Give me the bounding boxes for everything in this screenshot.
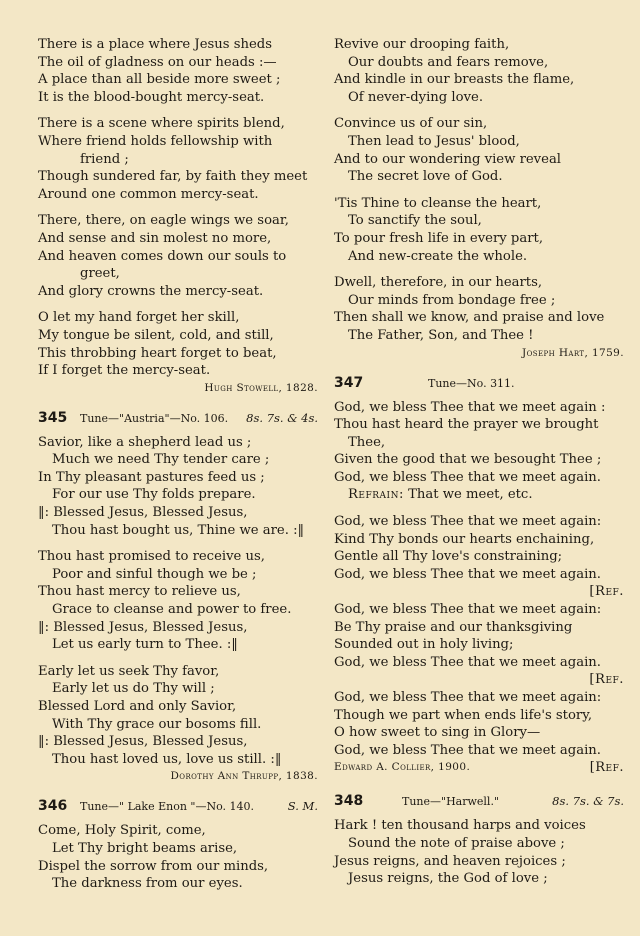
meter: 8s. 7s. & 4s. <box>246 410 318 425</box>
verse-line: Hark ! ten thousand harps and voices <box>334 818 586 834</box>
stanza <box>38 434 318 540</box>
verse-line: This throbbing heart forget to beat, <box>38 345 277 361</box>
verse-line: And heaven comes down our souls to <box>38 248 287 264</box>
verse-line: A place than all beside more sweet ; <box>38 72 281 88</box>
verse-line: And glory crowns the mercy-seat. <box>38 283 264 299</box>
verse-line: God, we bless Thee that we meet again. <box>334 566 601 582</box>
verse-line: O let my hand forget her skill, <box>38 310 240 326</box>
verse-line: Kind Thy bonds our hearts enchaining, <box>334 531 595 547</box>
verse-line: greet, <box>80 266 120 282</box>
verse-line: Though we part when ends life's story, <box>334 707 593 723</box>
verse-line: Convince us of our sin, <box>334 116 488 132</box>
verse-line: Given the good that we besought Thee ; <box>334 452 602 468</box>
hymn-header <box>334 793 624 815</box>
meter: S. M. <box>287 799 318 814</box>
refrain-label: Refrain: <box>348 487 404 503</box>
verse-line: Thou hast loved us, love us still. :‖ <box>52 751 282 767</box>
verse-line: 'Tis Thine to cleanse the heart, <box>334 195 542 211</box>
stanza <box>38 309 318 379</box>
verse-line: Sound the note of praise above ; <box>348 835 565 851</box>
verse-line: Let Thy bright beams arise, <box>52 840 238 856</box>
stanza <box>38 663 318 769</box>
verse-line: Thou hast heard the prayer we brought <box>334 417 599 433</box>
verse-line: O how sweet to sing in Glory— <box>334 725 541 741</box>
verse-line: Where friend holds fellowship with <box>38 133 273 149</box>
verse-line: And to our wondering view reveal <box>334 151 562 167</box>
tune-name: Tune—"Austria"—No. 106. <box>80 411 229 425</box>
verse-line: Jesus reigns, and heaven rejoices ; <box>334 853 566 869</box>
verse-line: Much we need Thy tender care ; <box>52 452 270 468</box>
refrain-marker: [Ref. <box>589 672 624 688</box>
refrain-marker: [Ref. <box>589 760 624 776</box>
refrain-text: That we meet, etc. <box>408 487 533 503</box>
verse-line: Around one common mercy-seat. <box>38 186 259 202</box>
verse-line: Thou hast promised to receive us, <box>38 549 265 565</box>
verse-line: In Thy pleasant pastures feed us ; <box>38 469 265 485</box>
verse-line: Revive our drooping faith, <box>334 37 510 52</box>
verse-line: It is the blood-bought mercy-seat. <box>38 89 265 105</box>
verse-line: Early let us do Thy will ; <box>52 681 215 697</box>
tune-name: Tune—"Harwell." <box>402 795 500 809</box>
verse-line: Then shall we know, and praise and love <box>334 310 605 326</box>
refrain-line <box>334 486 624 504</box>
stanza <box>334 513 624 759</box>
author-credit: Joseph Hart, 1759. <box>522 346 624 359</box>
verse-line: Dwell, therefore, in our hearts, <box>334 275 543 291</box>
verse-line: Come, Holy Spirit, come, <box>38 823 206 839</box>
verse-line: ‖: Blessed Jesus, Blessed Jesus, <box>38 734 248 750</box>
stanza <box>334 274 624 344</box>
hymn-header <box>334 375 624 397</box>
verse-line: Thou hast bought us, Thine we are. :‖ <box>52 522 305 538</box>
stanza <box>334 115 624 185</box>
verse-line: Grace to cleanse and power to free. <box>52 602 292 618</box>
verse-line: God, we bless Thee that we meet again: <box>334 690 602 705</box>
verse-line: Savior, like a shepherd lead us ; <box>38 434 252 450</box>
verse-line: Then lead to Jesus' blood, <box>348 133 520 149</box>
stanza <box>334 817 624 887</box>
stanza <box>38 212 318 300</box>
right-column <box>334 36 624 897</box>
verse-line: There is a place where Jesus sheds <box>38 37 273 52</box>
verse-line: Early let us seek Thy favor, <box>38 663 220 679</box>
hymn-number: 347 <box>334 374 364 391</box>
hymn-number: 346 <box>38 798 68 815</box>
meter: 8s. 7s. & 7s. <box>552 794 624 809</box>
author-credit: Dorothy Ann Thrupp, 1838. <box>170 770 318 783</box>
verse-line: The Father, Son, and Thee ! <box>348 327 534 343</box>
verse-line: God, we bless Thee that we meet again : <box>334 399 606 415</box>
verse-line: Our minds from bondage free ; <box>348 292 556 308</box>
verse-line: ‖: Blessed Jesus, Blessed Jesus, <box>38 505 248 521</box>
hymn-header <box>38 410 318 432</box>
tune-name: Tune—No. 311. <box>428 376 515 390</box>
verse-line: My tongue be silent, cold, and still, <box>38 327 274 343</box>
verse-line: The darkness from our eyes. <box>52 876 243 892</box>
verse-line: Of never-dying love. <box>348 89 484 105</box>
verse-line: Jesus reigns, the God of love ; <box>348 871 548 887</box>
verse-line: Thou hast mercy to relieve us, <box>38 584 241 600</box>
verse-line: Dispel the sorrow from our minds, <box>38 858 269 874</box>
hymn-header <box>38 798 318 820</box>
stanza <box>334 36 624 106</box>
verse-line: Though sundered far, by faith they meet <box>38 169 308 185</box>
refrain-marker: [Ref. <box>589 584 624 600</box>
author-row <box>334 760 624 775</box>
verse-line: The oil of gladness on our heads :— <box>38 54 277 70</box>
verse-line: With Thy grace our bosoms fill. <box>52 716 262 732</box>
verse-line: Let us early turn to Thee. :‖ <box>52 637 238 653</box>
verse-line: Gentle all Thy love's constraining; <box>334 549 563 565</box>
stanza <box>38 115 318 203</box>
verse-line: God, we bless Thee that we meet again. <box>334 654 601 670</box>
tune-name: Tune—" Lake Enon "—No. 140. <box>80 800 255 814</box>
verse-line: The secret love of God. <box>348 169 503 185</box>
author-credit: Edward A. Collier, 1900. <box>334 761 471 774</box>
stanza <box>38 822 318 892</box>
stanza <box>38 548 318 654</box>
verse-line: Poor and sinful though we be ; <box>52 566 257 582</box>
verse-line: Blessed Lord and only Savior, <box>38 699 237 714</box>
left-column <box>38 36 318 902</box>
verse-line: And new-create the whole. <box>348 248 528 264</box>
verse-line: Sounded out in holy living; <box>334 637 514 653</box>
stanza <box>38 36 318 106</box>
stanza <box>334 195 624 265</box>
verse-line: God, we bless Thee that we meet again: <box>334 514 602 530</box>
verse-line: To sanctify the soul, <box>348 213 482 229</box>
verse-line: And kindle in our breasts the flame, <box>334 72 575 88</box>
verse-line: For our use Thy folds prepare. <box>52 487 256 503</box>
verse-line: God, we bless Thee that we meet again. <box>334 742 601 758</box>
verse-line: There, there, on eagle wings we soar, <box>38 213 289 229</box>
author-credit: Hugh Stowell, 1828. <box>204 381 318 394</box>
hymn-number: 345 <box>38 409 68 426</box>
hymn-number: 348 <box>334 793 364 810</box>
verse-line: If I forget the mercy-seat. <box>38 363 211 379</box>
verse-line: Our doubts and fears remove, <box>348 54 549 70</box>
verse-line: Thee, <box>348 434 386 450</box>
verse-line: There is a scene where spirits blend, <box>38 116 285 132</box>
verse-line: friend ; <box>80 151 129 167</box>
verse-line: God, we bless Thee that we meet again. <box>334 469 601 485</box>
verse-line: To pour fresh life in every part, <box>334 230 544 246</box>
stanza <box>334 399 624 505</box>
verse-line: ‖: Blessed Jesus, Blessed Jesus, <box>38 619 248 635</box>
verse-line: And sense and sin molest no more, <box>38 230 272 246</box>
verse-line: God, we bless Thee that we meet again: <box>334 602 602 618</box>
verse-line: Be Thy praise and our thanksgiving <box>334 619 573 635</box>
